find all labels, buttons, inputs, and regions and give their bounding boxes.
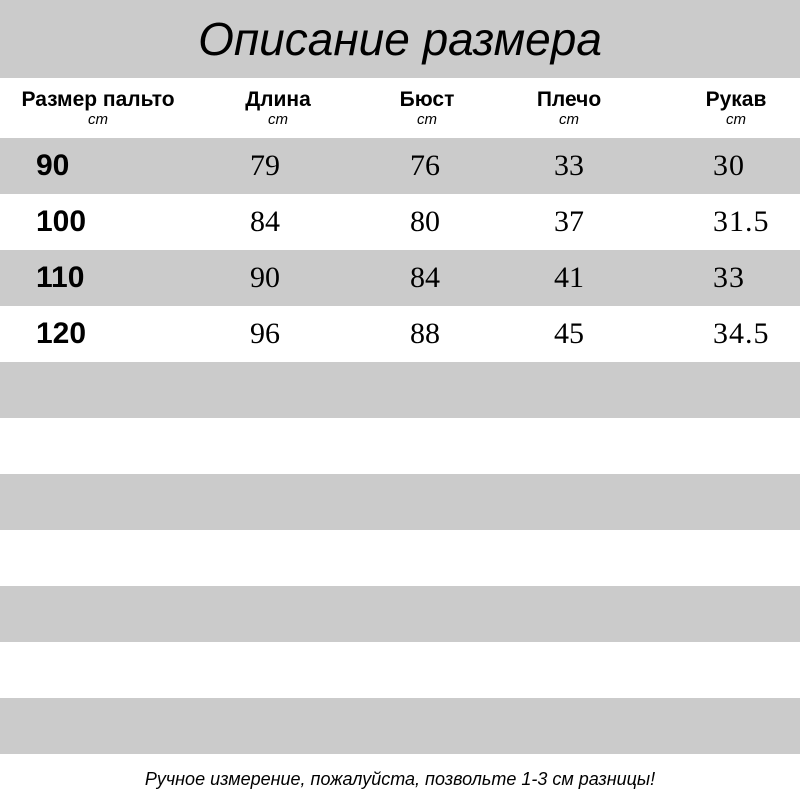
bust-cell: 88 (410, 317, 440, 350)
size-cell: 120 (36, 317, 87, 350)
shoulder-cell: 33 (554, 149, 584, 182)
header-label: Рукав (705, 88, 767, 111)
footer-note: Ручное измерение, пожалуйста, позвольте 1-3 см разницы! (144, 769, 656, 789)
length-cell: 84 (250, 205, 280, 238)
bust-cell: 84 (410, 261, 440, 294)
header-unit: cm (268, 111, 288, 128)
header-label: Плечо (536, 88, 602, 111)
length-cell: 96 (250, 317, 280, 350)
header-unit: cm (417, 111, 437, 128)
length-cell: 90 (250, 261, 280, 294)
shoulder-cell: 45 (554, 317, 584, 350)
header-unit: cm (88, 111, 108, 128)
empty-band (0, 586, 800, 642)
table-row (0, 138, 800, 194)
bust-cell: 76 (410, 149, 440, 182)
header-label: Размер пальто (21, 88, 175, 111)
length-cell: 79 (250, 149, 280, 182)
header-label: Длина (245, 88, 311, 111)
table-row (0, 250, 800, 306)
empty-band (0, 698, 800, 754)
size-cell: 110 (36, 261, 85, 294)
header-unit: cm (726, 111, 746, 128)
header-sleeve (636, 88, 800, 128)
bust-cell: 80 (410, 205, 440, 238)
size-cell: 90 (36, 149, 70, 182)
shoulder-cell: 41 (554, 261, 584, 294)
table-row (0, 306, 800, 362)
header-label: Бюст (399, 88, 455, 111)
table-row (0, 194, 800, 250)
header-unit: cm (559, 111, 579, 128)
sleeve-cell: 30 (713, 149, 745, 182)
sleeve-cell: 31.5 (713, 205, 770, 238)
empty-band (0, 362, 800, 418)
header-size (0, 88, 198, 128)
size-cell: 100 (36, 205, 87, 238)
page-title: Описание размера (198, 13, 602, 65)
sleeve-cell: 34.5 (713, 317, 770, 350)
shoulder-cell: 37 (554, 205, 584, 238)
sleeve-cell: 33 (713, 261, 745, 294)
empty-band (0, 474, 800, 530)
